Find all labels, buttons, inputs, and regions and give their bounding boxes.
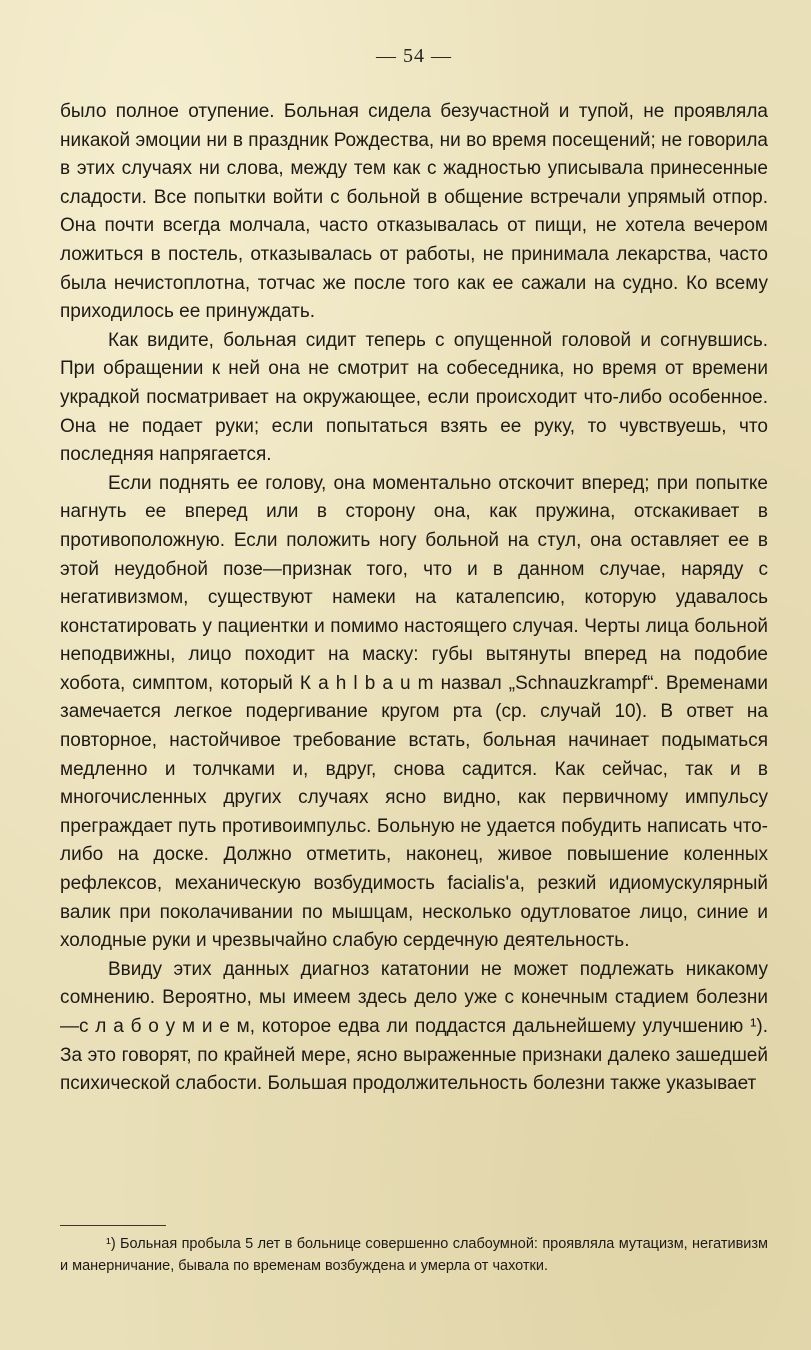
footnote-text: ¹) Больная пробыла 5 лет в больнице совершенно слабоумной: проявляла мутацизм, негативизм и манерничание, бывала по временам возбуждена и умерла от чахотки. xyxy=(60,1236,768,1274)
paragraph-4: Ввиду этих данных диагноз кататонии не может подлежать никакому сомнению. Вероятно, мы имеем здесь дело уже с конечным стадием болезни—с л а б о у м и е м, которое едва ли поддастся дальнейшему улучшению ¹). За это говорят, по крайней мере, ясно выраженные признаки далеко зашедшей психической слабости. Большая продолжительность болезни также указывает xyxy=(60,958,768,1095)
paragraph-2: Как видите, больная сидит теперь с опущенной головой и согнувшись. При обращении к ней она не смотрит на собеседника, но время от времени украдкой посматривает на окружающее, если происходит что-либо особенное. Она не подает руки; если попытаться взять ее руку, то чувствуешь, что последняя напрягается. xyxy=(60,329,768,466)
footnote-divider xyxy=(60,1225,166,1226)
page-number: — 54 — xyxy=(376,45,452,67)
book-page xyxy=(60,0,768,1350)
paragraph-1: было полное отупение. Больная сидела безучастной и тупой, не проявляла никакой эмоции ни в праздник Рождества, ни во время посещений; не говорила в этих случаях ни слова, между тем как с жадностью уписывала принесенные сладости. Все попытки войти с больной в общение встречали упрямый отпор. Она почти всегда молчала, часто отказывалась от пищи, не хотела вечером ложиться в постель, отказывалась от работы, не принимала лекарства, часто была нечистоплотна, тотчас же после того как ее сажали на судно. Ко всему приходилось ее принуждать. xyxy=(60,101,768,323)
body-text xyxy=(60,98,768,1099)
footnote xyxy=(60,1233,768,1277)
paragraph-3: Если поднять ее голову, она моментально отскочит вперед; при попытке нагнуть ее вперед или в сторону она, как пружина, отскакивает в противоположную. Если положить ногу больной на стул, она оставляет ее в этой неудобной позе—признак того, что и в данном случае, наряду с негативизмом, существуют намеки на каталепсию, которую удавалось констатировать у пациентки и помимо настоящего случая. Черты лица больной неподвижны, лицо походит на маску: губы вытянуты вперед на подобие хобота, симптом, который К a h l b a u m назвал „Schnauzkrampf“. Временами замечается легкое подергивание кругом рта (ср. случай 10). В ответ на повторное, настойчивое требование встать, больная начинает подыматься медленно и толчками и, вдруг, снова садится. Как сейчас, так и в многочисленных других случаях ясно видно, как первичному импульсу преграждает путь противоимпульс. Больную не удается побудить написать что-либо на доске. Должно отметить, наконец, живое повышение коленных рефлексов, механическую возбудимость facialis'a, резкий идиомускулярный валик при поколачивании по мышцам, несколько одутловатое лицо, синие и холодные руки и чрезвычайно слабую сердечную деятельность. xyxy=(60,472,768,952)
